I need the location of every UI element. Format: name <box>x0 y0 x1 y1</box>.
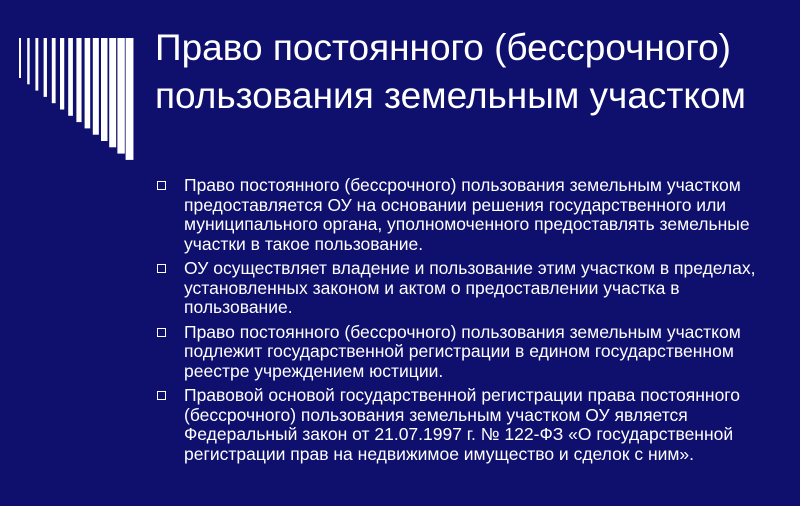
decorative-stripe <box>126 38 134 160</box>
decorative-stripe <box>19 38 21 78</box>
hollow-square-bullet-icon <box>157 391 166 400</box>
hollow-square-bullet-icon <box>157 328 166 337</box>
bullet-item <box>155 176 775 254</box>
decorative-stripe <box>44 38 47 97</box>
bullet-text: ОУ осуществляет владение и пользование этим участком в пределах, установленных законом и актом о предоставлении участка в пользование. <box>184 258 756 317</box>
decorative-stripe <box>60 38 64 110</box>
decorative-stripe <box>27 38 29 84</box>
decorative-stripe <box>85 38 91 128</box>
hollow-square-bullet-icon <box>157 181 166 190</box>
decorative-stripes <box>18 38 138 163</box>
decorative-stripe <box>109 38 116 147</box>
bullet-list <box>155 176 775 469</box>
decorative-stripe <box>93 38 99 135</box>
decorative-stripe <box>35 38 38 91</box>
decorative-stripe <box>68 38 73 116</box>
bullet-text: Правовой основой государственной регистрации права постоянного (бессрочного) пользования земельным участком ОУ является Федеральный закон от 21.07.1997 г. № 122-ФЗ «О государственной регистрации прав на недвижимое имущество и сделок с ним». <box>184 385 741 464</box>
decorative-stripe <box>52 38 56 103</box>
hollow-square-bullet-icon <box>157 264 166 273</box>
bullet-item <box>155 386 775 464</box>
bullet-text: Право постоянного (бессрочного) пользования земельным участком предоставляется ОУ на основании решения государственного или муниципального органа, уполномоченного предоставлять земельные участки в такое пользование. <box>184 175 750 254</box>
bullet-item <box>155 323 775 382</box>
decorative-stripe <box>117 38 124 154</box>
slide-title: Право постоянного (бессрочного) пользования земельным участком <box>155 27 746 116</box>
bullet-item <box>155 259 775 318</box>
bullet-text: Право постоянного (бессрочного) пользования земельным участком подлежит государственной регистрации в едином государственном реестре учреждением юстиции. <box>184 321 741 381</box>
decorative-stripe <box>76 38 81 122</box>
decorative-stripe <box>101 38 108 141</box>
